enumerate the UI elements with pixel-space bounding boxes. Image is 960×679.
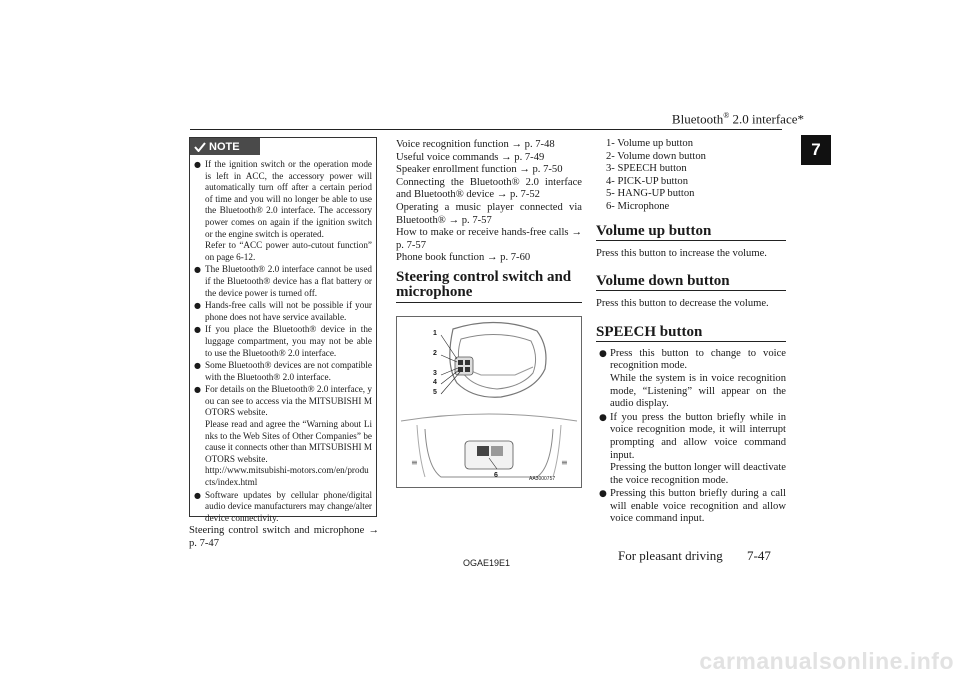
heading-rule — [596, 341, 786, 342]
volume-up-text: Press this button to increase the volume. — [596, 247, 767, 259]
heading-rule — [596, 290, 786, 291]
document-code: OGAE19E1 — [463, 558, 511, 568]
callout-2: 2 — [433, 350, 437, 357]
svg-text:≡: ≡ — [411, 458, 418, 467]
running-header — [672, 111, 804, 127]
callout-3: 3 — [433, 370, 437, 377]
parts-list-item: 4- PICK-UP button — [606, 175, 689, 187]
header-title-reg: ® — [723, 111, 730, 120]
bullet-icon: ● — [194, 490, 201, 500]
parts-list-item: 2- Volume down button — [606, 150, 706, 162]
bullet-icon: ● — [194, 385, 201, 395]
steering-wheel-illustration — [397, 317, 581, 487]
cross-reference: Steering control switch and microphone → p. 7-47 — [189, 525, 379, 549]
speech-bullet: ● Pressing this button briefly during a call will enable voice recognition and allow voice command input. — [599, 488, 786, 525]
speech-bullet: ● If you press the button briefly while in voice recognition mode, it will interrupt prompting and allow voice command input. Pressing the button longer will deactivate the voice recognition mode. — [599, 411, 786, 486]
parts-list-item: 1- Volume up button — [606, 138, 694, 149]
steering-switch-figure — [396, 316, 582, 488]
svg-text:≡: ≡ — [561, 458, 568, 467]
note-box — [189, 137, 377, 523]
reference-link[interactable]: Useful voice commands → p. 7-49 — [396, 151, 545, 163]
note-label: NOTE — [209, 140, 240, 153]
callout-6: 6 — [494, 472, 498, 479]
section-rule — [396, 302, 582, 303]
parts-list-item: 5- HANG-UP button — [606, 188, 695, 200]
callout-5: 5 — [433, 389, 437, 396]
section-title: Steering control switch and microphone — [396, 269, 572, 300]
description-column — [596, 138, 786, 527]
header-title-suffix: 2.0 interface* — [729, 111, 804, 127]
note-item: ● Hands-free calls will not be possible if your phone does not have service available. — [194, 300, 372, 322]
note-item: ● If you place the Bluetooth® device in the luggage compartment, you may not be able to use the Bluetooth® 2.0 interface. — [194, 324, 372, 358]
speech-bullet: ● Press this button to change to voice recognition mode. While the system is in voice recognition mode, “Listening” will appear on the audio display. — [599, 347, 786, 410]
volume-up-heading: Volume up button — [596, 222, 712, 239]
reference-link[interactable]: Speaker enrollment function → p. 7-50 — [396, 164, 563, 176]
note-item: ● Software updates by cellular phone/digital audio device manufacturers may change/alter device connectivity. — [194, 489, 372, 523]
note-header — [190, 138, 260, 155]
bullet-icon: ● — [599, 489, 607, 500]
bullet-icon: ● — [194, 160, 201, 169]
note-item: ● Some Bluetooth® devices are not compatible with the Bluetooth® 2.0 interface. — [194, 360, 372, 382]
note-list — [194, 159, 372, 525]
figure-code: AA3000757 — [529, 476, 556, 482]
heading-rule — [596, 240, 786, 241]
reference-link[interactable]: Connecting the Bluetooth® 2.0 interface and Bluetooth® device → p. 7-52 — [396, 176, 582, 201]
volume-down-text: Press this button to decrease the volume. — [596, 298, 769, 310]
note-item: ● The Bluetooth® 2.0 interface cannot be used if the Bluetooth® device has a flat battery or the device power is turned off. — [194, 264, 372, 298]
parts-list-item: 3- SPEECH button — [606, 163, 687, 175]
volume-down-heading: Volume down button — [596, 273, 730, 290]
bullet-icon: ● — [194, 301, 201, 311]
parts-list-item: 6- Microphone — [606, 200, 670, 212]
reference-link[interactable]: Phone book function → p. 7-60 — [396, 252, 531, 264]
page-number: 7-47 — [747, 548, 771, 563]
checkmark-icon — [194, 142, 206, 152]
watermark: carmanualsonline.info — [699, 648, 954, 674]
bullet-icon: ● — [599, 412, 607, 423]
bullet-icon: ● — [194, 361, 201, 371]
reference-link[interactable]: Voice recognition function → p. 7-48 — [396, 139, 555, 150]
note-item: ● For details on the Bluetooth® 2.0 interface, you can see to access via the MITSUBISHI MOTORS website. Please read and agree the “Warning about Links to the Web Sites of Other Companies” because it connects other than MITSUBISHI MOTORS website. http://www.mitsubishi-motors.com/en/products/index.html — [194, 384, 372, 488]
callout-1: 1 — [433, 330, 437, 337]
reference-link[interactable]: Operating a music player connected via Bluetooth® → p. 7-57 — [396, 201, 582, 226]
bullet-icon: ● — [599, 348, 607, 359]
bullet-icon: ● — [194, 325, 201, 335]
callout-4: 4 — [433, 379, 437, 386]
header-title-prefix: Bluetooth — [671, 111, 724, 127]
reference-list — [396, 139, 582, 265]
bullet-icon: ● — [194, 265, 201, 275]
header-rule — [190, 129, 782, 130]
reference-link[interactable]: How to make or receive hands-free calls → p. 7-57 — [396, 227, 582, 251]
speech-heading: SPEECH button — [596, 323, 703, 340]
footer-section: For pleasant driving — [618, 548, 723, 563]
parts-list — [596, 138, 786, 214]
chapter-tab: 7 — [801, 135, 831, 165]
note-item: ● If the ignition switch or the operation mode is left in ACC, the accessory power will automatically turn off after a certain period of time and you will no longer be able to use the Bluetooth® 2.0 interface. The accessory power comes on again if the ignition switch or the engine switch is operated. Refer to “ACC power auto-cutout function” on page 6-12. — [194, 159, 372, 262]
speech-bullets — [596, 348, 786, 526]
